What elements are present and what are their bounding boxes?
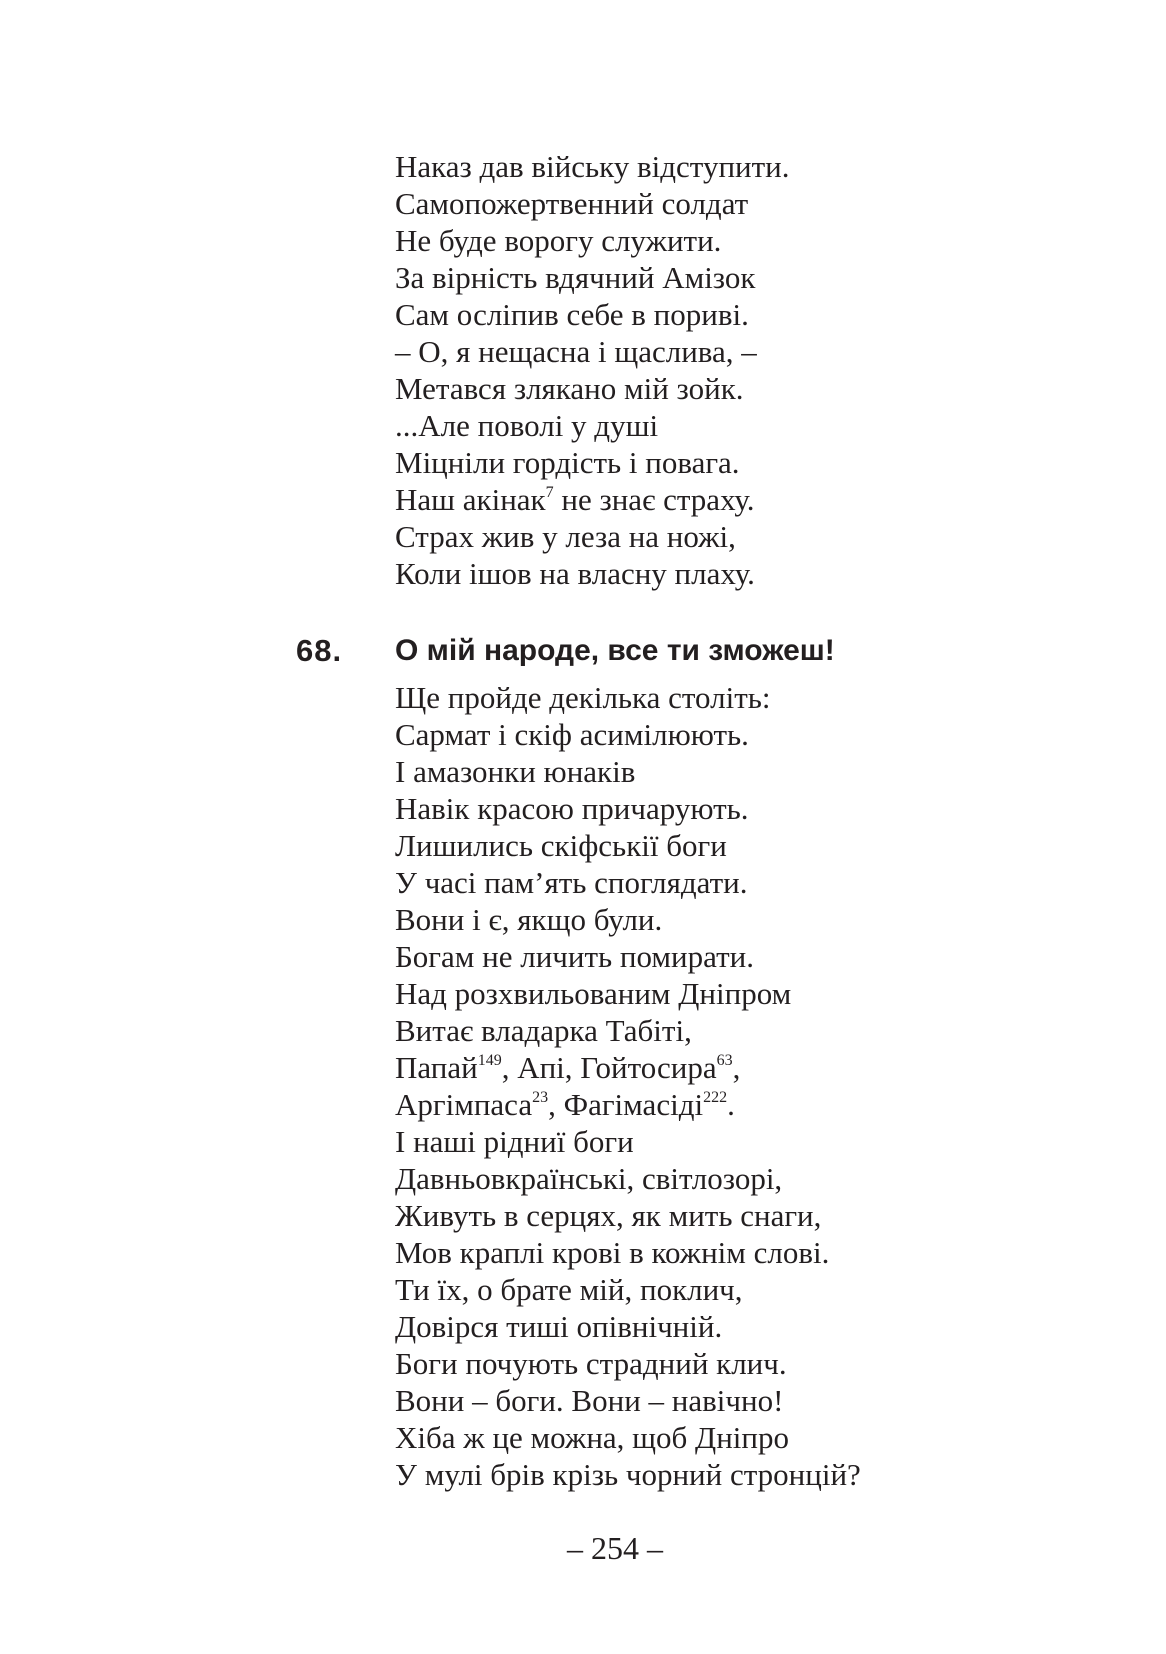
footnote-ref: 149 [477,1052,502,1069]
page-number: – 254 – [567,1530,663,1566]
verse-line: Аргімпаса$^{23}$, Фагімасіді$^{222}$. [395,1087,735,1122]
verse-line: Папай$^{149}$, Апі, Гойтосира$^{63}$, [395,1050,741,1085]
verse-block-bottom [395,679,861,1493]
verse-line: Сармат і скіф асимілюють. [395,717,749,752]
verse-line: Давньовкраїнські, світлозорі, [395,1161,783,1196]
verse-line: Витає владарка Табіті, [395,1013,692,1048]
verse-line: Не буде ворогу служити. [395,223,722,258]
verse-line: Вони і є, якщо були. [395,902,663,937]
verse-line: Навік красою причарують. [395,791,749,826]
section-number: 68. [296,633,343,668]
footnote-ref: 23 [532,1089,549,1106]
verse-line: Самопожертвенний солдат [395,186,749,221]
verse-line: Хіба ж це можна, щоб Дніпро [395,1420,789,1455]
verse-line: Довірся тиші опівнічній. [395,1309,723,1344]
verse-line: Над розхвильованим Дніпром [395,976,792,1011]
verse-line: ...Але поволі у душі [395,408,659,443]
verse-line: Наказ дав війську відступити. [395,149,790,184]
verse-block-top [395,148,790,592]
section-title: О мій народе, все ти зможеш! [395,634,835,667]
verse-line: Метався злякано мій зойк. [395,371,744,406]
verse-line: Міцніли гордість і повага. [395,445,740,480]
verse-line: Ще пройде декілька століть: [395,680,771,715]
verse-line: Богам не личить помирати. [395,939,754,974]
verse-line: Сам осліпив себе в пориві. [395,297,749,332]
verse-line: Лишились скіфськії боги [395,828,727,863]
verse-line: За вірність вдячний Амізок [395,260,756,295]
footnote-ref: 222 [703,1089,728,1106]
verse-line: Мов краплі крові в кожнім слові. [395,1235,830,1270]
verse-line: Вони – боги. Вони – навічно! [395,1383,784,1418]
verse-line: Коли ішов на власну плаху. [395,556,755,591]
verse-line: У часі пам’ять споглядати. [395,865,748,900]
verse-line: І амазонки юнаків [395,754,636,789]
verse-line: Живуть в серцях, як мить снаги, [395,1198,822,1233]
verse-line: Страх жив у леза на ножі, [395,519,736,554]
verse-line: І наші рідниї боги [395,1124,634,1159]
verse-line: Наш акінак$^7$ не знає страху. [395,482,755,517]
verse-line: Боги почують страдний клич. [395,1346,787,1381]
verse-line: – О, я нещасна і щаслива, – [395,334,757,369]
verse-line: У мулі брів крізь чорний стронцій? [395,1457,861,1492]
verse-line: Ти їх, о брате мій, поклич, [395,1272,743,1307]
footnote-ref: 63 [716,1052,733,1069]
footnote-ref: 7 [545,484,554,501]
